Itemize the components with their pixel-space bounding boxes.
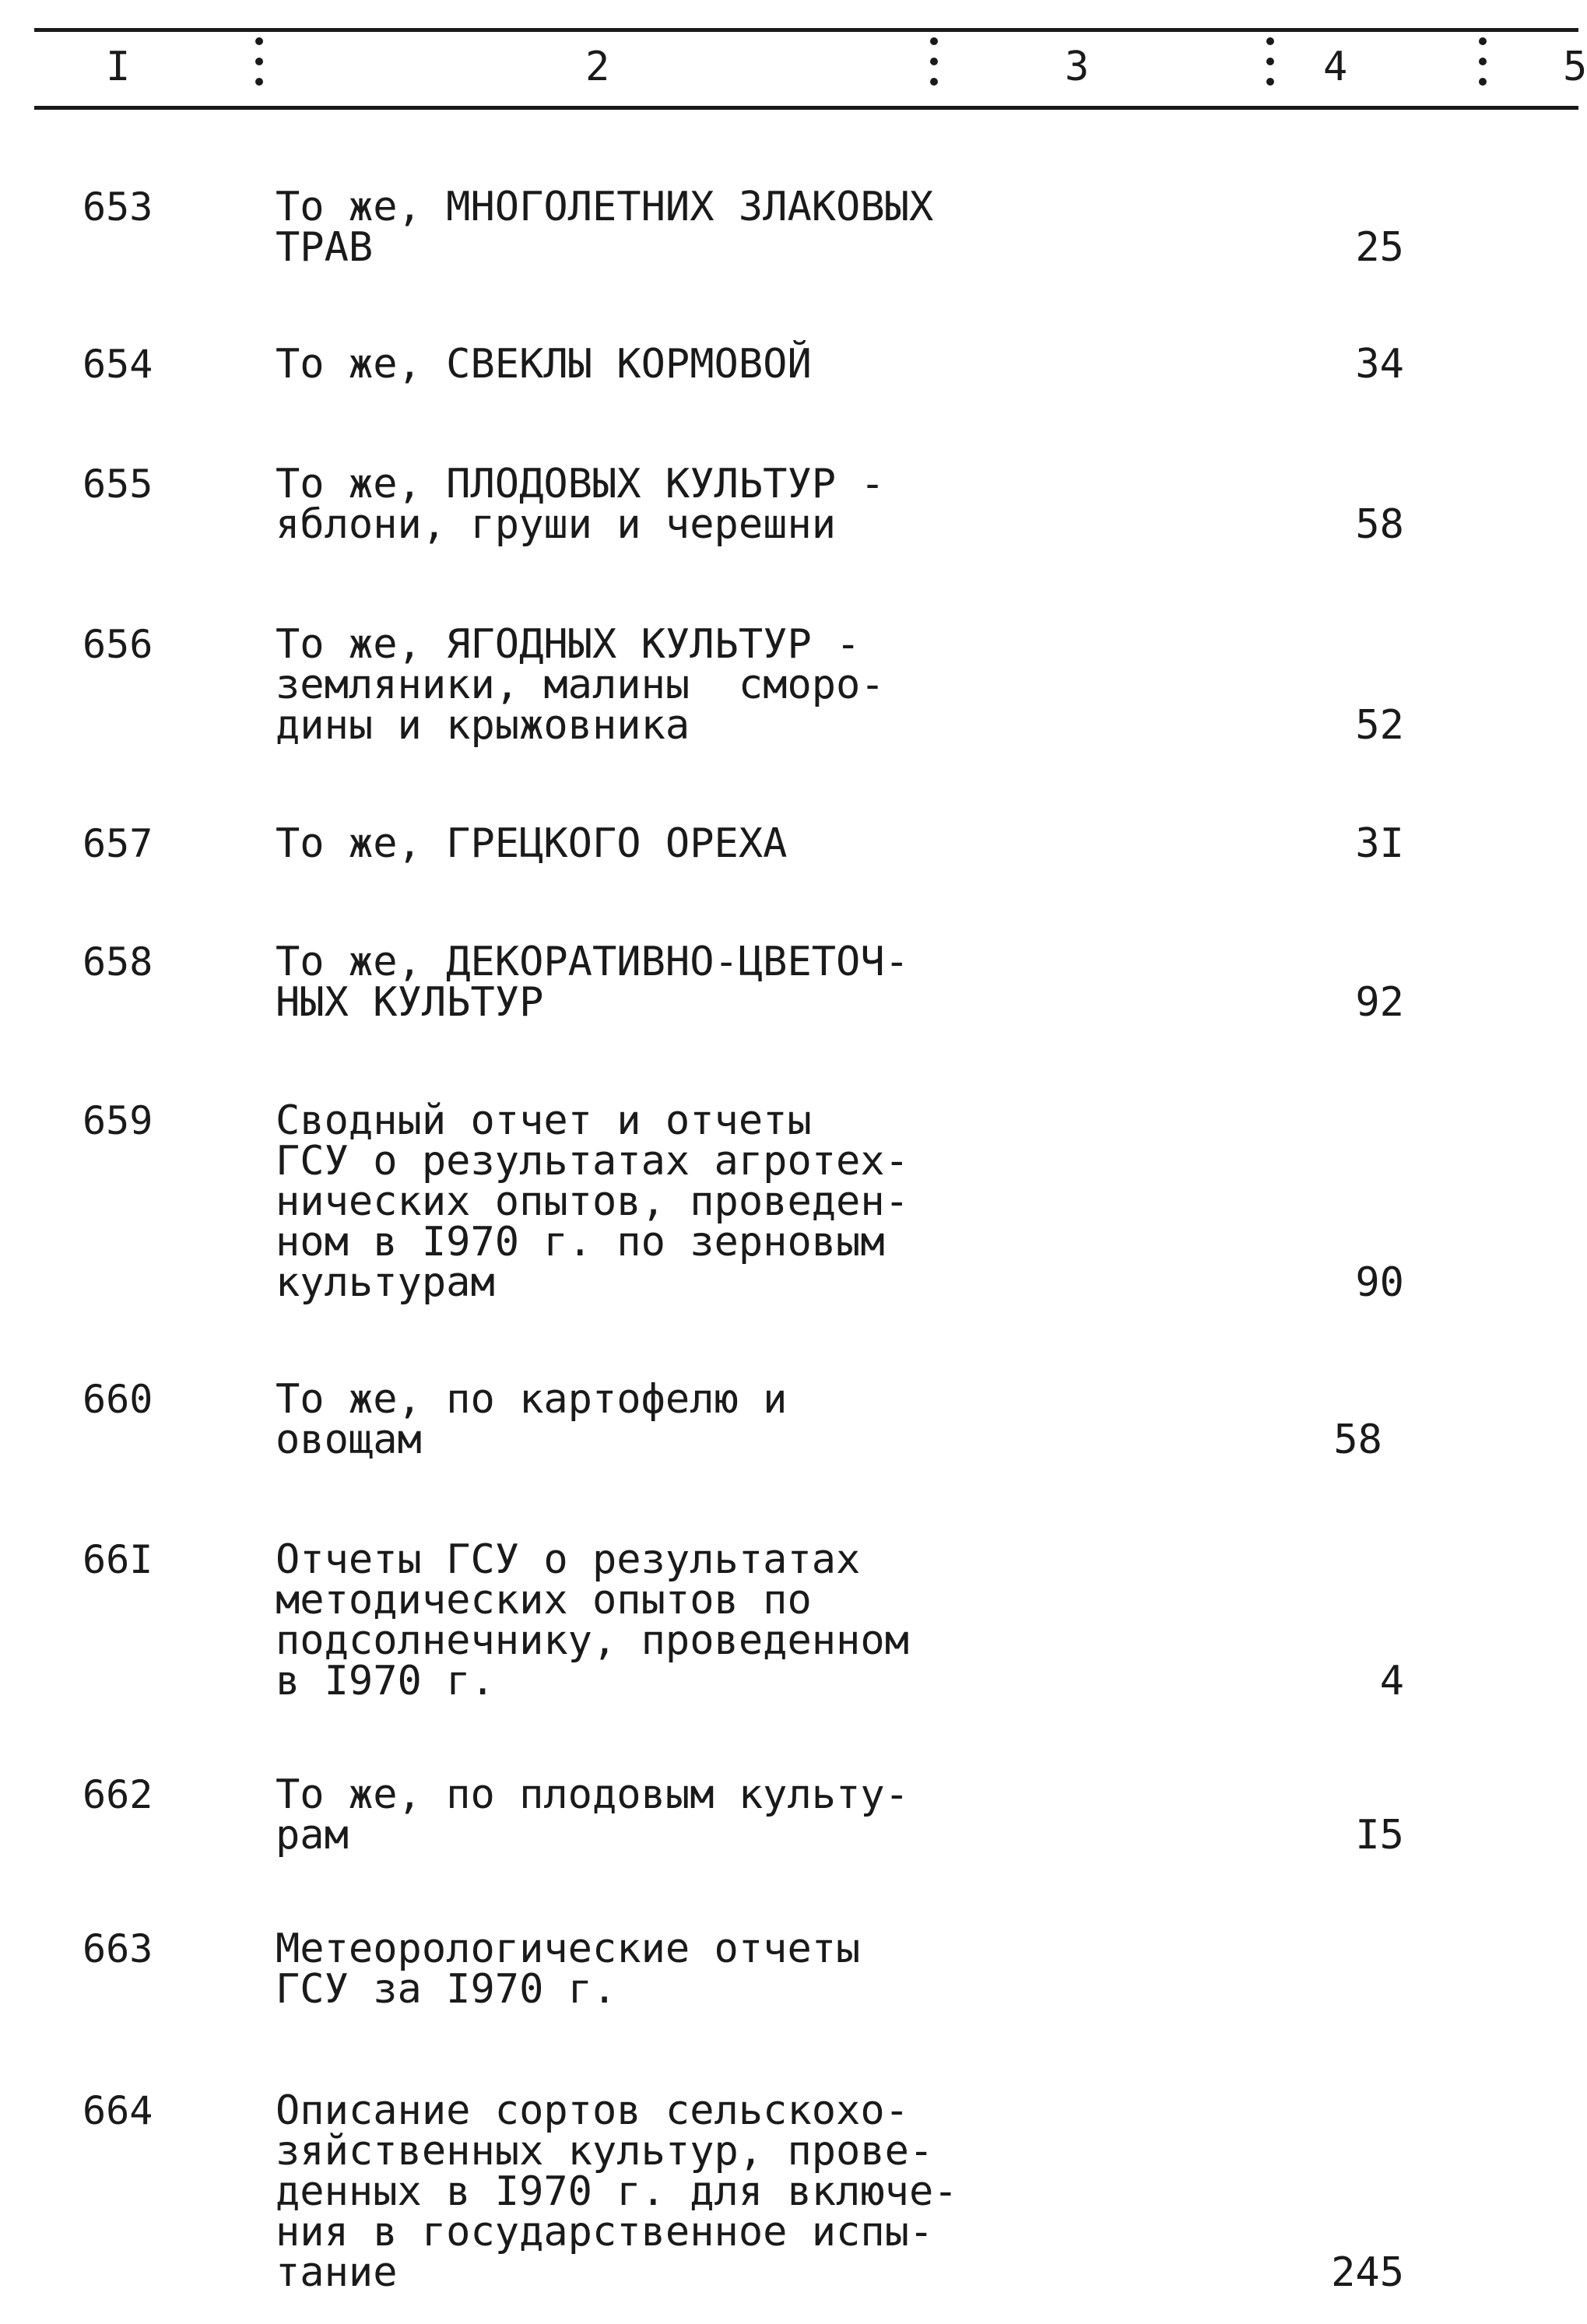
row-number: 654 — [83, 342, 153, 387]
row-number: 656 — [83, 622, 153, 667]
row-description: Метеорологические отчеты ГСУ за I970 г. — [276, 1926, 861, 2013]
row-number: 653 — [83, 184, 153, 230]
row-quantity: 52 — [1355, 702, 1404, 749]
header-separator — [1266, 37, 1274, 104]
header-col-5: 5 — [1563, 44, 1587, 90]
row-number: 664 — [83, 2088, 153, 2133]
header-col-2: 2 — [585, 44, 610, 90]
row-quantity: 25 — [1355, 224, 1404, 271]
row-number: 660 — [83, 1377, 153, 1422]
row-description: То же, ДЕКОРАТИВНО-ЦВЕТОЧ- НЫХ КУЛЬТУР — [276, 939, 909, 1026]
row-description: Отчеты ГСУ о результатах методических опытов по подсолнечнику, проведенном в I970 г. — [276, 1536, 909, 1704]
row-quantity: 58 — [1355, 501, 1404, 548]
row-number: 663 — [83, 1926, 153, 1971]
row-quantity: 3I — [1355, 820, 1404, 867]
header-separator — [930, 37, 938, 104]
row-quantity: 34 — [1355, 341, 1404, 388]
row-number: 662 — [83, 1772, 153, 1817]
header-separator — [1479, 37, 1487, 104]
row-number: 659 — [83, 1098, 153, 1143]
row-description: То же, ЯГОДНЫХ КУЛЬТУР - земляники, малины сморо- дины и крыжовника — [276, 621, 885, 749]
row-description: Описание сортов сельскохо- зяйственных культур, прове- денных в I970 г. для включе- ния в государственное испы- тание — [276, 2087, 958, 2296]
row-quantity: 58 — [1333, 1417, 1382, 1463]
row-number: 657 — [83, 821, 153, 866]
row-description: То же, по плодовым культу- рам — [276, 1771, 909, 1859]
row-description: То же, МНОГОЛЕТНИХ ЗЛАКОВЫХ ТРАВ — [276, 184, 934, 271]
header-top-rule — [34, 28, 1578, 32]
row-quantity: I5 — [1355, 1812, 1404, 1859]
row-description: Сводный отчет и отчеты ГСУ о результатах агротех- нических опытов, проведен- ном в I970 г. по зерновым культурам — [276, 1097, 909, 1306]
header-bottom-rule — [34, 106, 1578, 110]
row-number: 658 — [83, 939, 153, 985]
header-col-4: 4 — [1323, 44, 1348, 90]
row-quantity: 90 — [1355, 1259, 1404, 1306]
row-quantity: 92 — [1355, 979, 1404, 1026]
row-description: То же, ПЛОДОВЫХ КУЛЬТУР - яблони, груши и черешни — [276, 461, 885, 548]
row-number: 66I — [83, 1537, 153, 1582]
row-description: То же, по картофелю и овощам — [276, 1376, 788, 1463]
header-separator — [255, 37, 263, 104]
row-quantity: 4 — [1379, 1658, 1404, 1704]
row-quantity: 245 — [1331, 2249, 1404, 2296]
header-col-1: I — [106, 44, 131, 90]
row-description: То же, СВЕКЛЫ КОРМОВОЙ — [276, 341, 812, 388]
header-col-3: 3 — [1065, 44, 1090, 90]
row-number: 655 — [83, 462, 153, 507]
row-description: То же, ГРЕЦКОГО ОРЕХА — [276, 820, 788, 867]
